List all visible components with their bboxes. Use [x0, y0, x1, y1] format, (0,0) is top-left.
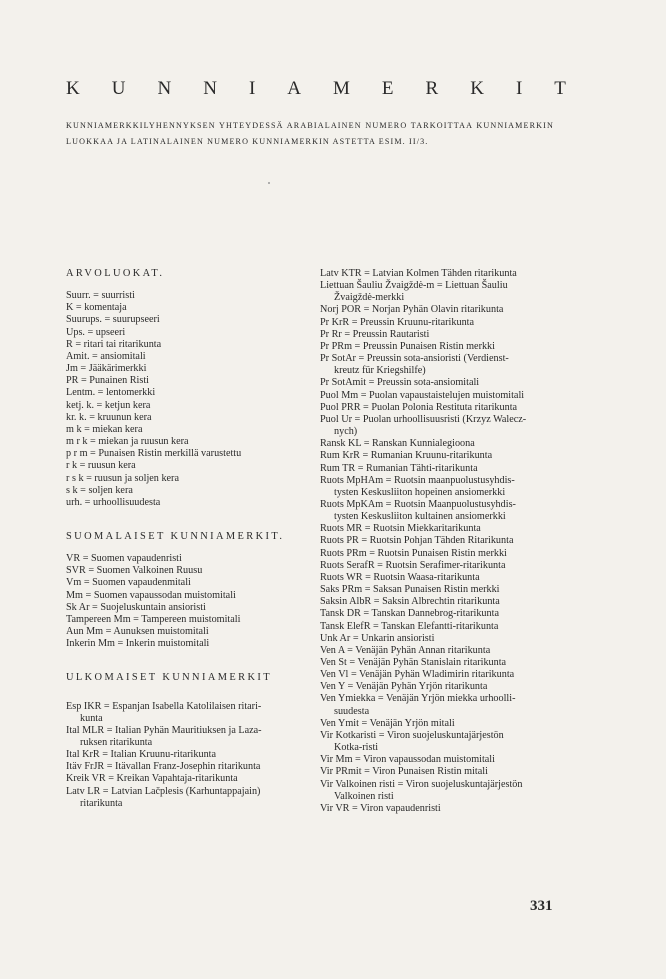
entry-line: Vir PRmit = Viron Punaisen Ristin mitali — [320, 766, 488, 778]
entry-line: Vir Valkoinen risti = Viron suojeluskuntajärjestön — [320, 778, 523, 790]
list-item: m r k = miekan ja ruusun kera — [66, 436, 189, 448]
list-item — [320, 450, 556, 462]
list-item: p r m = Punaisen Ristin merkillä varustettu — [66, 448, 242, 460]
left-column — [66, 268, 302, 810]
entry-line: Latv KTR = Latvian Kolmen Tähden ritarikunta — [320, 268, 517, 279]
entry-continuation: suudesta — [334, 705, 370, 717]
list-item: s k = soljen kera — [66, 484, 133, 496]
list-item — [66, 773, 302, 785]
entry-line: Vir VR = Viron vapaudenristi — [320, 802, 441, 814]
entry-line: Ransk KL = Ranskan Kunnialegioona — [320, 438, 475, 450]
list-item — [320, 560, 556, 572]
list-item — [320, 377, 556, 389]
list-item — [320, 548, 556, 560]
page-title — [66, 78, 566, 100]
title-letter: A — [287, 78, 301, 99]
list-item — [320, 353, 556, 377]
list-item — [320, 718, 556, 730]
list-item: r k = ruusun kera — [66, 460, 136, 472]
list-item — [66, 761, 302, 773]
list-item — [320, 621, 556, 633]
list-item: Suurups. = suurupseeri — [66, 314, 160, 326]
list-item — [320, 779, 556, 803]
entry-line: Ven Ymiekka = Venäjän Yrjön miekka urhoolli- — [320, 693, 516, 705]
domestic-heading: SUOMALAISET KUNNIAMERKIT. — [66, 530, 285, 542]
title-letter: U — [111, 78, 126, 99]
page-number: 331 — [530, 898, 553, 914]
list-item: Tampereen Mm = Tampereen muistomitali — [66, 613, 241, 625]
foreign-list-continued — [320, 268, 556, 815]
entry-line: Ital MLR = Italian Pyhän Mauritiuksen ja Laza- — [66, 724, 262, 736]
entry-line: Vir Kotkaristi = Viron suojeluskuntajärjestön — [320, 729, 504, 741]
entry-line: Rum TR = Rumanian Tähti-ritarikunta — [320, 462, 478, 474]
list-item — [320, 754, 556, 766]
entry-line: Latv LR = Latvian Lačplesis (Karhuntappajain) — [66, 785, 261, 797]
entry-line: Ruots WR = Ruotsin Waasa-ritarikunta — [320, 571, 480, 583]
entry-line: Saksin AlbR = Saksin Albrechtin ritarikunta — [320, 596, 500, 608]
entry-line: Vir Mm = Viron vapaussodan muistomitali — [320, 754, 495, 766]
list-item: r s k = ruusun ja soljen kera — [66, 472, 179, 484]
list-item — [320, 523, 556, 535]
entry-continuation: Valkoinen risti — [334, 790, 394, 802]
list-item — [320, 645, 556, 657]
entry-line: Saks PRm = Saksan Punaisen Ristin merkki — [320, 584, 500, 596]
title-letter: K — [470, 78, 484, 99]
entry-line: Puol PRR = Puolan Polonia Restituta ritarikunta — [320, 401, 518, 413]
entry-line: Puol Mm = Puolan vapaustaistelujen muistomitali — [320, 389, 525, 401]
list-item: urh. = urhoollisuudesta — [66, 496, 161, 508]
list-item: PR = Punainen Risti — [66, 375, 150, 387]
right-column — [320, 268, 556, 815]
list-item — [320, 681, 556, 693]
list-item: m k = miekan kera — [66, 423, 143, 435]
list-item — [320, 402, 556, 414]
list-item: Jm = Jääkärimerkki — [66, 363, 147, 375]
entry-continuation: nych) — [334, 426, 358, 438]
entry-line: Itäv FrJR = Itävallan Franz-Josephin ritarikunta — [66, 761, 261, 773]
entry-line: Tansk ElefR = Tanskan Elefantti-ritarikunta — [320, 620, 499, 632]
list-item — [320, 766, 556, 778]
list-item: ketj. k. = ketjun kera — [66, 399, 151, 411]
entry-line: Ruots SerafR = Ruotsin Serafimer-ritarikunta — [320, 559, 506, 571]
entry-line: Ven St = Venäjän Pyhän Stanislain ritarikunta — [320, 657, 507, 668]
entry-line: Ven Y = Venäjän Pyhän Yrjön ritarikunta — [320, 681, 488, 693]
list-item — [320, 438, 556, 450]
entry-line: Puol Ur = Puolan urhoollisuusristi (Krzyz Walecz- — [320, 413, 527, 425]
entry-line: Ruots MpKAm = Ruotsin Maanpuolustusyhdis- — [320, 498, 516, 510]
entry-line: Ven A = Venäjän Pyhän Annan ritarikunta — [320, 644, 491, 656]
entry-line: Tansk DR = Tanskan Dannebrog-ritarikunta — [320, 608, 499, 620]
list-item — [320, 414, 556, 438]
title-letter: N — [157, 78, 172, 99]
list-item — [320, 669, 556, 681]
entry-continuation: Žvaigždė-merkki — [334, 292, 405, 304]
title-letter: K — [66, 78, 80, 99]
title-letter: N — [203, 78, 217, 99]
entry-line: Rum KrR = Rumanian Kruunu-ritarikunta — [320, 450, 493, 462]
foreign-heading: ULKOMAISET KUNNIAMERKIT — [66, 672, 272, 684]
list-item — [320, 280, 556, 304]
list-item: Ups. = upseeri — [66, 326, 126, 338]
intro-paragraph: KUNNIAMERKKILYHENNYKSEN YHTEYDESSÄ ARABIALAINEN NUMERO TARKOITTAA KUNNIAMERKIN LUOKKAA JA LATINALAINEN NUMERO KUNNIAMERKIN ASTETTA ESIM. II/3. — [66, 121, 554, 146]
entry-line: Pr SotAr = Preussin sota-ansioristi (Verdienst- — [320, 353, 509, 365]
list-item — [320, 657, 556, 669]
entry-continuation: tysten Keskusliiton kultainen ansiomerkki — [334, 511, 506, 523]
list-item — [320, 499, 556, 523]
entry-line: Ven Ymit = Venäjän Yrjön mitali — [320, 717, 455, 729]
foreign-list — [66, 701, 302, 810]
entry-continuation: kunta — [80, 712, 103, 724]
list-item — [320, 463, 556, 475]
entry-line: Ruots PR = Ruotsin Pohjan Tähden Ritarikunta — [320, 535, 514, 547]
list-item — [320, 390, 556, 402]
list-item — [320, 633, 556, 645]
entry-line: Ven Vl = Venäjän Pyhän Wladimirin ritarikunta — [320, 669, 515, 681]
list-item — [320, 317, 556, 329]
entry-line: Esp IKR = Espanjan Isabella Katolilaisen ritari- — [66, 700, 262, 712]
entry-line: Pr PRm = Preussin Punaisen Ristin merkki — [320, 340, 495, 352]
list-item — [320, 584, 556, 596]
entry-line: Unk Ar = Unkarin ansioristi — [320, 632, 435, 644]
entry-continuation: kreutz für Kriegshilfe) — [334, 365, 426, 377]
list-item: Aun Mm = Aunuksen muistomitali — [66, 626, 209, 638]
list-item — [320, 329, 556, 341]
list-item: Amit. = ansiomitali — [66, 350, 146, 362]
list-item — [320, 535, 556, 547]
list-item: Suurr. = suurristi — [66, 290, 135, 302]
domestic-list — [66, 553, 302, 650]
list-item — [320, 596, 556, 608]
list-item — [320, 268, 556, 280]
entry-line: Liettuan Šauliu Žvaigždė-m = Liettuan Šauliu — [320, 280, 508, 292]
list-item — [66, 701, 302, 725]
list-item — [320, 693, 556, 717]
ink-speck — [268, 182, 270, 184]
list-item: Vm = Suomen vapaudenmitali — [66, 577, 191, 589]
entry-continuation: ritarikunta — [80, 797, 123, 809]
list-item — [320, 341, 556, 353]
title-letter: I — [515, 78, 523, 99]
entry-line: Pr KrR = Preussin Kruunu-ritarikunta — [320, 316, 475, 328]
list-item: kr. k. = kruunun kera — [66, 411, 152, 423]
list-item — [320, 475, 556, 499]
title-letter: R — [425, 78, 439, 99]
list-item — [320, 730, 556, 754]
abbreviations-list — [66, 290, 302, 509]
title-letter: I — [248, 78, 256, 99]
entry-continuation: tysten Keskusliiton hopeinen ansiomerkki — [334, 486, 506, 498]
list-item: R = ritari tai ritarikunta — [66, 338, 162, 350]
list-item: VR = Suomen vapaudenristi — [66, 553, 182, 565]
list-item: K = komentaja — [66, 302, 127, 314]
list-item — [320, 803, 556, 815]
entry-line: Ruots MpHAm = Ruotsin maanpuolustusyhdis- — [320, 474, 515, 486]
list-item: Lentm. = lentomerkki — [66, 387, 156, 399]
entry-line: Norj POR = Norjan Pyhän Olavin ritarikunta — [320, 304, 504, 316]
list-item — [66, 725, 302, 749]
title-letter: E — [381, 78, 394, 99]
list-item: Mm = Suomen vapaussodan muistomitali — [66, 589, 236, 601]
list-item: SVR = Suomen Valkoinen Ruusu — [66, 565, 203, 577]
entry-line: Kreik VR = Kreikan Vapahtaja-ritarikunta — [66, 773, 238, 785]
title-letter: M — [333, 78, 350, 99]
list-item — [320, 304, 556, 316]
entry-line: Ruots PRm = Ruotsin Punaisen Ristin merkki — [320, 547, 507, 559]
list-item — [66, 786, 302, 810]
abbreviations-heading: ARVOLUOKAT. — [66, 268, 165, 279]
entry-continuation: Kotka-risti — [334, 742, 379, 754]
entry-continuation: ruksen ritarikunta — [80, 737, 153, 748]
list-item: Sk Ar = Suojeluskuntain ansioristi — [66, 601, 206, 613]
entry-line: Ruots MR = Ruotsin Miekkaritarikunta — [320, 523, 481, 535]
title-letter: T — [554, 78, 566, 99]
list-item — [320, 572, 556, 584]
list-item — [320, 608, 556, 620]
list-item — [66, 749, 302, 761]
entry-line: Ital KrR = Italian Kruunu-ritarikunta — [66, 749, 217, 761]
entry-line: Pr Rr = Preussin Rautaristi — [320, 328, 430, 340]
entry-line: Pr SotAmit = Preussin sota-ansiomitali — [320, 377, 480, 389]
list-item: Inkerin Mm = Inkerin muistomitali — [66, 638, 210, 650]
